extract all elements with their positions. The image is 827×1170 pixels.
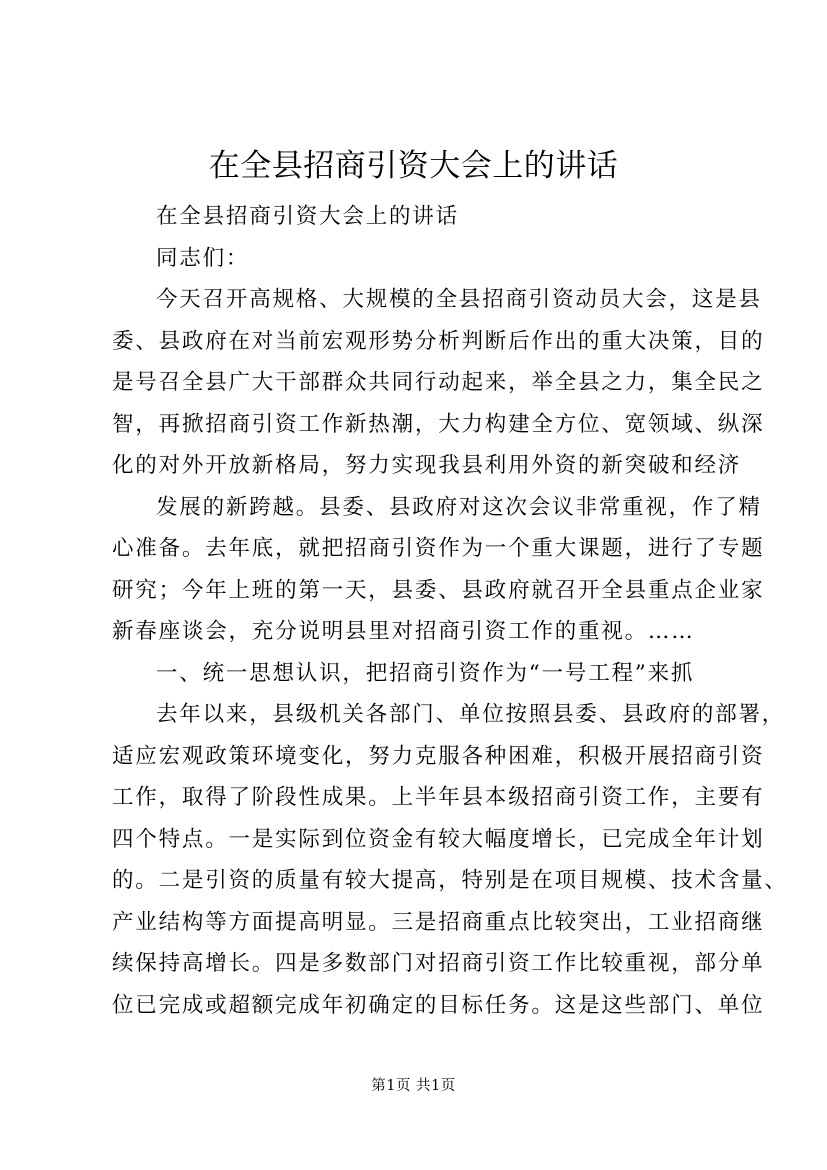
body-line: 续保持高增长。四是多数部门对招商引资工作比较重视，部分单 (112, 951, 765, 976)
body-line: 是号召全县广大干部群众共同行动起来，举全县之力，集全民之 (112, 370, 765, 395)
body-line: 工作，取得了阶段性成果。上半年县本级招商引资工作，主要有 (112, 785, 765, 810)
body-line: 委、县政府在对当前宏观形势分析判断后作出的重大决策，目的 (112, 328, 765, 354)
body-line: 发展的新跨越。县委、县政府对这次会议非常重视，作了精 (156, 494, 762, 520)
body-line: 智，再掀招商引资工作新热潮，大力构建全方位、宽领域、纵深 (112, 411, 765, 437)
document-body (112, 196, 788, 1026)
body-line: 一、统一思想认识，把招商引资作为“一号工程”来抓 (156, 660, 695, 686)
body-line: 化的对外开放新格局，努力实现我县利用外资的新突破和经济 (112, 453, 742, 478)
page-footer: 第1页 共1页 (371, 1078, 456, 1094)
body-line: 的。二是引资的质量有较大提高，特别是在项目规模、技术含量、 (112, 868, 788, 893)
document-title: 在全县招商引资大会上的讲话 (208, 148, 619, 184)
body-line: 在全县招商引资大会上的讲话 (156, 204, 459, 229)
body-line: 心准备。去年底，就把招商引资作为一个重大课题，进行了专题 (112, 536, 765, 561)
body-line: 研究；今年上班的第一天，县委、县政府就召开全县重点企业家 (112, 577, 765, 603)
body-line: 今天召开高规格、大规模的全县招商引资动员大会，这是县 (156, 287, 762, 312)
body-line: 适应宏观政策环境变化，努力克服各种困难，积极开展招商引资 (112, 743, 765, 769)
body-line: 去年以来，县级机关各部门、单位按照县委、县政府的部署， (156, 702, 786, 727)
body-line: 产业结构等方面提高明显。三是招商重点比较突出，工业招商继 (112, 909, 765, 935)
body-line: 位已完成或超额完成年初确定的目标任务。这是这些部门、单位 (112, 992, 765, 1018)
body-line: 四个特点。一是实际到位资金有较大幅度增长，已完成全年计划 (112, 826, 765, 852)
body-line: 新春座谈会，充分说明县里对招商引资工作的重视。…… (112, 619, 695, 644)
body-line: 同志们： (156, 245, 250, 271)
